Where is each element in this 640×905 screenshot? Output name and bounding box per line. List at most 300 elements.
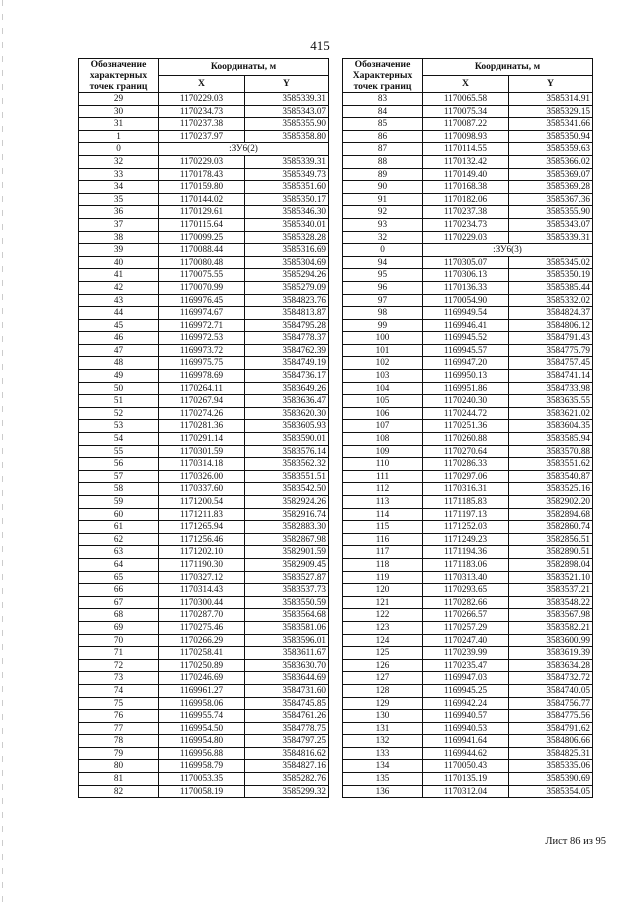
point-id-cell: 105 [343, 395, 423, 408]
y-cell: 3585350.94 [509, 130, 593, 143]
table-row [343, 407, 593, 420]
point-id-cell: 129 [343, 697, 423, 710]
parcel-label-cell: :ЗУ6(2) [159, 143, 329, 156]
x-cell: 1170229.03 [423, 231, 509, 244]
point-id-cell: 50 [79, 382, 159, 395]
point-id-cell: 34 [79, 181, 159, 194]
coordinates-header: Координаты, м [159, 59, 329, 76]
x-cell: 1170098.93 [423, 130, 509, 143]
table-row [343, 344, 593, 357]
y-cell: 3583585.94 [509, 433, 593, 446]
point-id-cell: 40 [79, 256, 159, 269]
point-id-cell: 73 [79, 672, 159, 685]
x-cell: 1170250.89 [159, 659, 245, 672]
x-cell: 1170239.99 [423, 647, 509, 660]
table-row [343, 672, 593, 685]
point-id-cell: 121 [343, 596, 423, 609]
table-row [79, 722, 329, 735]
x-cell: 1170087.22 [423, 118, 509, 131]
table-row [79, 558, 329, 571]
x-cell: 1169950.13 [423, 370, 509, 383]
y-cell: 3583581.06 [245, 621, 329, 634]
table-row [79, 546, 329, 559]
table-row [79, 420, 329, 433]
x-cell: 1169944.62 [423, 747, 509, 760]
x-cell: 1170168.38 [423, 181, 509, 194]
point-id-cell: 107 [343, 420, 423, 433]
x-cell: 1169947.03 [423, 672, 509, 685]
table-row [343, 395, 593, 408]
y-cell: 3582890.51 [509, 546, 593, 559]
table-row [79, 508, 329, 521]
table-row [79, 672, 329, 685]
point-id-cell: 74 [79, 684, 159, 697]
table-row [343, 458, 593, 471]
x-cell: 1169973.72 [159, 344, 245, 357]
table-row [79, 659, 329, 672]
point-id-cell: 39 [79, 244, 159, 257]
y-cell: 3583600.99 [509, 634, 593, 647]
point-id-cell: 86 [343, 130, 423, 143]
x-cell: 1170246.69 [159, 672, 245, 685]
table-row [79, 596, 329, 609]
table-row [79, 370, 329, 383]
y-cell: 3583551.51 [245, 470, 329, 483]
x-cell: 1170264.11 [159, 382, 245, 395]
table-row [343, 370, 593, 383]
table-row [343, 785, 593, 798]
x-cell: 1170149.40 [423, 168, 509, 181]
table-row [343, 281, 593, 294]
x-cell: 1169941.64 [423, 735, 509, 748]
point-id-cell: 106 [343, 407, 423, 420]
x-cell: 1171197.13 [423, 508, 509, 521]
point-id-cell: 123 [343, 621, 423, 634]
x-cell: 1169978.69 [159, 370, 245, 383]
y-cell: 3585369.28 [509, 181, 593, 194]
table-row [79, 344, 329, 357]
y-cell: 3585385.44 [509, 281, 593, 294]
x-cell: 1170075.55 [159, 269, 245, 282]
point-id-cell: 68 [79, 609, 159, 622]
table-row [343, 773, 593, 786]
x-cell: 1169975.75 [159, 357, 245, 370]
point-id-cell: 98 [343, 307, 423, 320]
y-cell: 3583620.30 [245, 407, 329, 420]
y-cell: 3583525.16 [509, 483, 593, 496]
point-id-cell: 33 [79, 168, 159, 181]
y-cell: 3584733.98 [509, 382, 593, 395]
point-id-cell: 97 [343, 294, 423, 307]
x-cell: 1170070.99 [159, 281, 245, 294]
table-row [79, 684, 329, 697]
table-row [79, 647, 329, 660]
point-id-cell: 44 [79, 307, 159, 320]
table-row [79, 634, 329, 647]
y-cell: 3583604.35 [509, 420, 593, 433]
x-cell: 1169940.57 [423, 710, 509, 723]
y-cell: 3585340.01 [245, 218, 329, 231]
x-cell: 1170274.26 [159, 407, 245, 420]
table-row [79, 735, 329, 748]
table-row [343, 496, 593, 509]
point-id-cell: 32 [79, 155, 159, 168]
point-id-cell: 1 [79, 130, 159, 143]
table-row [343, 433, 593, 446]
table-row [79, 307, 329, 320]
x-cell: 1170326.00 [159, 470, 245, 483]
point-id-cell: 120 [343, 584, 423, 597]
point-id-cell: 48 [79, 357, 159, 370]
y-cell: 3584756.77 [509, 697, 593, 710]
table-row [343, 533, 593, 546]
point-id-cell: 58 [79, 483, 159, 496]
table-row [343, 93, 593, 106]
y-cell: 3584736.17 [245, 370, 329, 383]
point-id-cell: 84 [343, 105, 423, 118]
table-row [343, 256, 593, 269]
table-row [343, 319, 593, 332]
point-id-cell: 45 [79, 319, 159, 332]
y-cell: 3585350.19 [509, 269, 593, 282]
y-header: Y [245, 75, 329, 92]
point-id-cell: 38 [79, 231, 159, 244]
y-cell: 3583567.98 [509, 609, 593, 622]
point-id-cell: 124 [343, 634, 423, 647]
x-cell: 1170282.66 [423, 596, 509, 609]
x-cell: 1169972.71 [159, 319, 245, 332]
table-row [79, 760, 329, 773]
y-cell: 3585339.31 [245, 155, 329, 168]
x-cell: 1170291.14 [159, 433, 245, 446]
table-row [79, 256, 329, 269]
table-row [79, 710, 329, 723]
x-cell: 1169958.79 [159, 760, 245, 773]
x-cell: 1170075.34 [423, 105, 509, 118]
y-cell: 3583551.62 [509, 458, 593, 471]
y-cell: 3585343.07 [509, 218, 593, 231]
point-id-cell: 103 [343, 370, 423, 383]
point-id-cell: 111 [343, 470, 423, 483]
y-cell: 3585332.02 [509, 294, 593, 307]
y-cell: 3584745.85 [245, 697, 329, 710]
x-cell: 1170054.90 [423, 294, 509, 307]
point-id-cell: 94 [343, 256, 423, 269]
y-cell: 3585343.07 [245, 105, 329, 118]
x-header: X [423, 75, 509, 92]
y-cell: 3582924.26 [245, 496, 329, 509]
coordinates-table-left [78, 58, 329, 798]
point-id-cell: 118 [343, 558, 423, 571]
y-cell: 3585345.02 [509, 256, 593, 269]
x-cell: 1170132.42 [423, 155, 509, 168]
y-cell: 3585390.69 [509, 773, 593, 786]
x-cell: 1169945.57 [423, 344, 509, 357]
point-id-cell: 66 [79, 584, 159, 597]
y-cell: 3585354.05 [509, 785, 593, 798]
point-id-cell: 83 [343, 93, 423, 106]
y-cell: 3584795.28 [245, 319, 329, 332]
y-cell: 3584827.16 [245, 760, 329, 773]
x-cell: 1170237.38 [423, 206, 509, 219]
point-id-cell: 42 [79, 281, 159, 294]
x-cell: 1170297.06 [423, 470, 509, 483]
x-cell: 1169961.27 [159, 684, 245, 697]
x-cell: 1170144.02 [159, 193, 245, 206]
y-cell: 3583619.39 [509, 647, 593, 660]
table-row [79, 445, 329, 458]
table-row [79, 382, 329, 395]
point-id-cell: 0 [79, 143, 159, 156]
table-row [343, 735, 593, 748]
y-cell: 3585335.06 [509, 760, 593, 773]
point-id-cell: 80 [79, 760, 159, 773]
x-cell: 1170088.44 [159, 244, 245, 257]
table-row [343, 445, 593, 458]
x-cell: 1170314.18 [159, 458, 245, 471]
y-cell: 3583548.22 [509, 596, 593, 609]
point-id-cell: 41 [79, 269, 159, 282]
point-id-cell: 117 [343, 546, 423, 559]
y-cell: 3583540.87 [509, 470, 593, 483]
table-row [343, 584, 593, 597]
point-id-cell: 62 [79, 533, 159, 546]
y-cell: 3584816.62 [245, 747, 329, 760]
y-cell: 3583550.59 [245, 596, 329, 609]
point-id-cell: 88 [343, 155, 423, 168]
table-row [343, 621, 593, 634]
x-cell: 1170244.72 [423, 407, 509, 420]
y-cell: 3583635.55 [509, 395, 593, 408]
point-id-cell: 51 [79, 395, 159, 408]
x-cell: 1170286.33 [423, 458, 509, 471]
y-cell: 3585349.73 [245, 168, 329, 181]
table-row [79, 609, 329, 622]
y-cell: 3583564.68 [245, 609, 329, 622]
table-row [79, 319, 329, 332]
x-cell: 1169940.53 [423, 722, 509, 735]
table-row [343, 231, 593, 244]
x-cell: 1170237.97 [159, 130, 245, 143]
x-cell: 1170234.73 [423, 218, 509, 231]
x-cell: 1169976.45 [159, 294, 245, 307]
scan-edge [2, 0, 3, 905]
y-cell: 3584806.66 [509, 735, 593, 748]
y-cell: 3582894.68 [509, 508, 593, 521]
y-cell: 3584775.56 [509, 710, 593, 723]
y-cell: 3585358.80 [245, 130, 329, 143]
table-row [343, 244, 593, 257]
x-cell: 1169946.41 [423, 319, 509, 332]
x-cell: 1169942.24 [423, 697, 509, 710]
table-row [343, 470, 593, 483]
table-row [343, 181, 593, 194]
table-row [343, 382, 593, 395]
table-row [79, 395, 329, 408]
point-id-cell: 43 [79, 294, 159, 307]
y-cell: 3583590.01 [245, 433, 329, 446]
point-id-cell: 67 [79, 596, 159, 609]
x-cell: 1169945.25 [423, 684, 509, 697]
x-cell: 1170182.06 [423, 193, 509, 206]
point-id-cell: 82 [79, 785, 159, 798]
point-id-cell: 102 [343, 357, 423, 370]
x-cell: 1170258.41 [159, 647, 245, 660]
point-id-cell: 92 [343, 206, 423, 219]
point-id-cell: 76 [79, 710, 159, 723]
table-row [79, 269, 329, 282]
x-cell: 1170080.48 [159, 256, 245, 269]
x-cell: 1170287.70 [159, 609, 245, 622]
table-row [79, 281, 329, 294]
y-cell: 3584741.14 [509, 370, 593, 383]
point-id-cell: 52 [79, 407, 159, 420]
point-id-cell: 49 [79, 370, 159, 383]
y-cell: 3585294.26 [245, 269, 329, 282]
table-row [79, 697, 329, 710]
table-row [79, 294, 329, 307]
point-id-cell: 32 [343, 231, 423, 244]
x-cell: 1171256.46 [159, 533, 245, 546]
table-row [79, 181, 329, 194]
x-cell: 1169949.54 [423, 307, 509, 320]
coordinates-header: Координаты, м [423, 59, 593, 76]
x-cell: 1170267.94 [159, 395, 245, 408]
x-cell: 1170235.47 [423, 659, 509, 672]
x-cell: 1170234.73 [159, 105, 245, 118]
table-row [79, 231, 329, 244]
y-cell: 3585316.69 [245, 244, 329, 257]
y-cell: 3583634.28 [509, 659, 593, 672]
table-row [343, 294, 593, 307]
table-row [343, 647, 593, 660]
point-id-cell: 57 [79, 470, 159, 483]
y-cell: 3585282.76 [245, 773, 329, 786]
x-cell: 1170058.19 [159, 785, 245, 798]
y-cell: 3582898.04 [509, 558, 593, 571]
y-cell: 3585367.36 [509, 193, 593, 206]
x-cell: 1170099.25 [159, 231, 245, 244]
x-header: X [159, 75, 245, 92]
x-cell: 1169972.53 [159, 332, 245, 345]
point-id-cell: 36 [79, 206, 159, 219]
table-row [343, 722, 593, 735]
x-cell: 1171202.10 [159, 546, 245, 559]
x-cell: 1170314.43 [159, 584, 245, 597]
x-cell: 1170337.60 [159, 483, 245, 496]
point-id-cell: 95 [343, 269, 423, 282]
y-cell: 3582901.59 [245, 546, 329, 559]
point-id-cell: 122 [343, 609, 423, 622]
point-id-cell: 47 [79, 344, 159, 357]
x-cell: 1171194.36 [423, 546, 509, 559]
table-row [79, 193, 329, 206]
y-cell: 3584813.87 [245, 307, 329, 320]
coordinates-table-right [342, 58, 593, 798]
point-id-cell: 31 [79, 118, 159, 131]
table-row [343, 571, 593, 584]
point-id-cell: 37 [79, 218, 159, 231]
point-id-cell: 63 [79, 546, 159, 559]
point-id-cell: 56 [79, 458, 159, 471]
y-cell: 3583562.32 [245, 458, 329, 471]
table-row [343, 218, 593, 231]
table-row [79, 244, 329, 257]
table-row [79, 571, 329, 584]
x-cell: 1169945.52 [423, 332, 509, 345]
x-cell: 1170260.88 [423, 433, 509, 446]
table-row [343, 558, 593, 571]
y-cell: 3584823.76 [245, 294, 329, 307]
point-id-cell: 99 [343, 319, 423, 332]
point-id-cell: 104 [343, 382, 423, 395]
y-cell: 3584791.62 [509, 722, 593, 735]
table-row [343, 307, 593, 320]
x-cell: 1170159.80 [159, 181, 245, 194]
point-id-cell: 77 [79, 722, 159, 735]
table-row [79, 118, 329, 131]
table-row [79, 496, 329, 509]
y-cell: 3583542.50 [245, 483, 329, 496]
point-id-cell: 55 [79, 445, 159, 458]
y-cell: 3582867.98 [245, 533, 329, 546]
table-row [79, 93, 329, 106]
table-row [343, 105, 593, 118]
point-id-cell: 96 [343, 281, 423, 294]
x-cell: 1170237.38 [159, 118, 245, 131]
table-row [79, 105, 329, 118]
table-row [79, 218, 329, 231]
y-cell: 3584797.25 [245, 735, 329, 748]
y-cell: 3584824.37 [509, 307, 593, 320]
table-row [343, 747, 593, 760]
y-cell: 3583644.69 [245, 672, 329, 685]
x-cell: 1170129.61 [159, 206, 245, 219]
point-id-cell: 70 [79, 634, 159, 647]
table-row [79, 206, 329, 219]
point-id-cell: 46 [79, 332, 159, 345]
table-row [343, 546, 593, 559]
x-cell: 1170312.04 [423, 785, 509, 798]
y-cell: 3584757.45 [509, 357, 593, 370]
point-id-cell: 133 [343, 747, 423, 760]
x-cell: 1169954.80 [159, 735, 245, 748]
point-id-cell: 60 [79, 508, 159, 521]
table-row [79, 747, 329, 760]
table-row [343, 168, 593, 181]
x-cell: 1170229.03 [159, 93, 245, 106]
y-cell: 3585350.17 [245, 193, 329, 206]
y-cell: 3582883.30 [245, 521, 329, 534]
x-cell: 1170306.13 [423, 269, 509, 282]
point-id-cell: 69 [79, 621, 159, 634]
point-id-cell: 127 [343, 672, 423, 685]
point-id-cell: 101 [343, 344, 423, 357]
point-id-cell: 112 [343, 483, 423, 496]
y-cell: 3585329.15 [509, 105, 593, 118]
x-cell: 1170281.36 [159, 420, 245, 433]
point-id-cell: 65 [79, 571, 159, 584]
y-cell: 3585341.66 [509, 118, 593, 131]
point-id-cell: 85 [343, 118, 423, 131]
table-row [79, 621, 329, 634]
x-cell: 1169956.88 [159, 747, 245, 760]
y-cell: 3583611.67 [245, 647, 329, 660]
x-cell: 1171249.23 [423, 533, 509, 546]
point-id-cell: 100 [343, 332, 423, 345]
y-cell: 3583521.10 [509, 571, 593, 584]
y-cell: 3583636.47 [245, 395, 329, 408]
